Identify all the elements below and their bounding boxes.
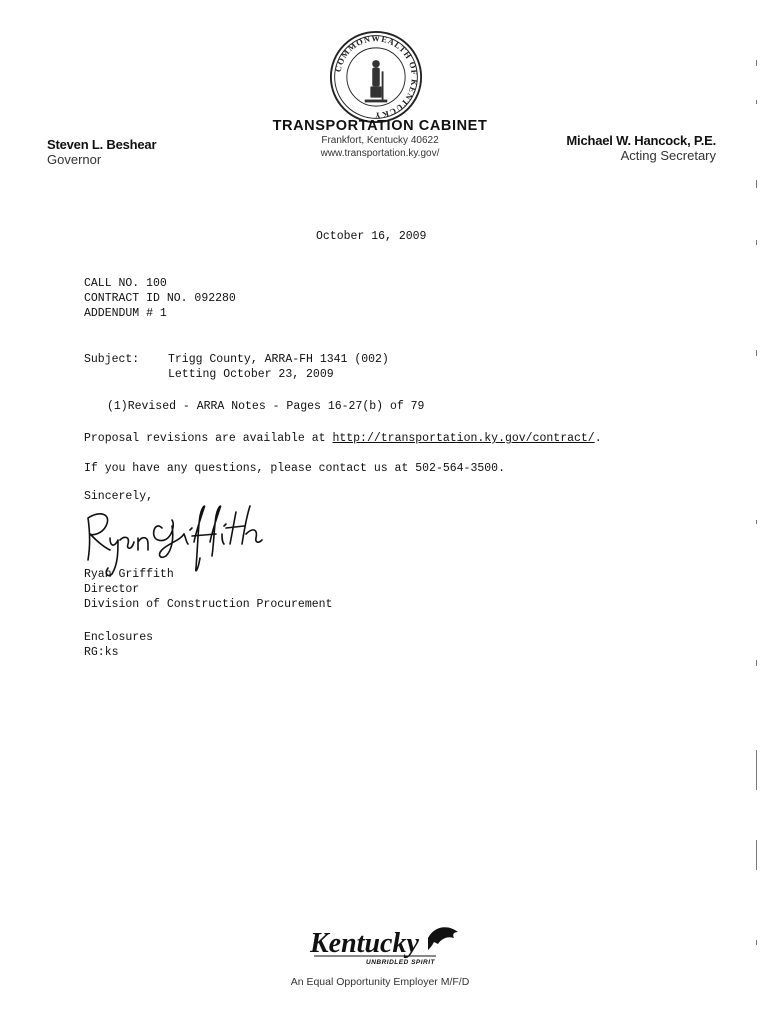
cabinet-name: TRANSPORTATION CABINET bbox=[272, 118, 488, 134]
initials: RG:ks bbox=[84, 646, 119, 659]
governor-name: Steven L. Beshear bbox=[47, 137, 157, 152]
secretary-name: Michael W. Hancock, P.E. bbox=[566, 133, 716, 148]
secretary-block bbox=[566, 133, 716, 163]
kentucky-logo bbox=[306, 918, 466, 974]
proposal-line bbox=[84, 432, 602, 445]
signer-division: Division of Construction Procurement bbox=[84, 598, 333, 611]
scan-noise bbox=[750, 40, 762, 1000]
subject-block bbox=[84, 352, 389, 382]
signer-block bbox=[84, 567, 332, 612]
subject-line-1: Trigg County, ARRA-FH 1341 (002) bbox=[168, 353, 389, 366]
questions-line: If you have any questions, please contact us at 502-564-3500. bbox=[84, 462, 505, 475]
kentucky-tagline: UNBRIDLED SPIRIT bbox=[366, 959, 436, 966]
signer-title: Director bbox=[84, 583, 140, 596]
kentucky-wordmark: Kentucky bbox=[310, 928, 419, 959]
addendum-number: ADDENDUM # 1 bbox=[84, 307, 167, 320]
cabinet-address: Frankfort, Kentucky 40622 bbox=[321, 135, 439, 146]
enclosures: Enclosures bbox=[84, 631, 154, 644]
subject-line-2: Letting October 23, 2009 bbox=[168, 368, 334, 381]
enclosures-block bbox=[84, 630, 153, 660]
call-number: CALL NO. 100 bbox=[84, 277, 167, 290]
letter-date: October 16, 2009 bbox=[316, 230, 427, 243]
proposal-text: Proposal revisions are available at bbox=[84, 432, 333, 445]
commonwealth-seal bbox=[329, 30, 423, 124]
proposal-suffix: . bbox=[594, 432, 602, 445]
contract-id: CONTRACT ID NO. 092280 bbox=[84, 292, 236, 305]
cabinet-website: www.transportation.ky.gov/ bbox=[320, 148, 440, 159]
subject-label: Subject: bbox=[84, 353, 140, 366]
governor-title: Governor bbox=[47, 152, 102, 167]
footer-eoe: An Equal Opportunity Employer M/F/D bbox=[290, 976, 470, 988]
identifiers bbox=[84, 276, 236, 321]
secretary-title: Acting Secretary bbox=[620, 148, 716, 163]
closing: Sincerely, bbox=[84, 490, 154, 503]
proposal-url-link[interactable]: http://transportation.ky.gov/contract/ bbox=[332, 432, 595, 445]
revision-note: (1)Revised - ARRA Notes - Pages 16-27(b) of 79 bbox=[107, 400, 425, 413]
signer-name: Ryan Griffith bbox=[84, 568, 174, 581]
governor-block bbox=[47, 137, 156, 167]
letterhead bbox=[230, 118, 530, 160]
seal-text: COMMONWEALTH OF KENTUCKY bbox=[332, 33, 420, 121]
